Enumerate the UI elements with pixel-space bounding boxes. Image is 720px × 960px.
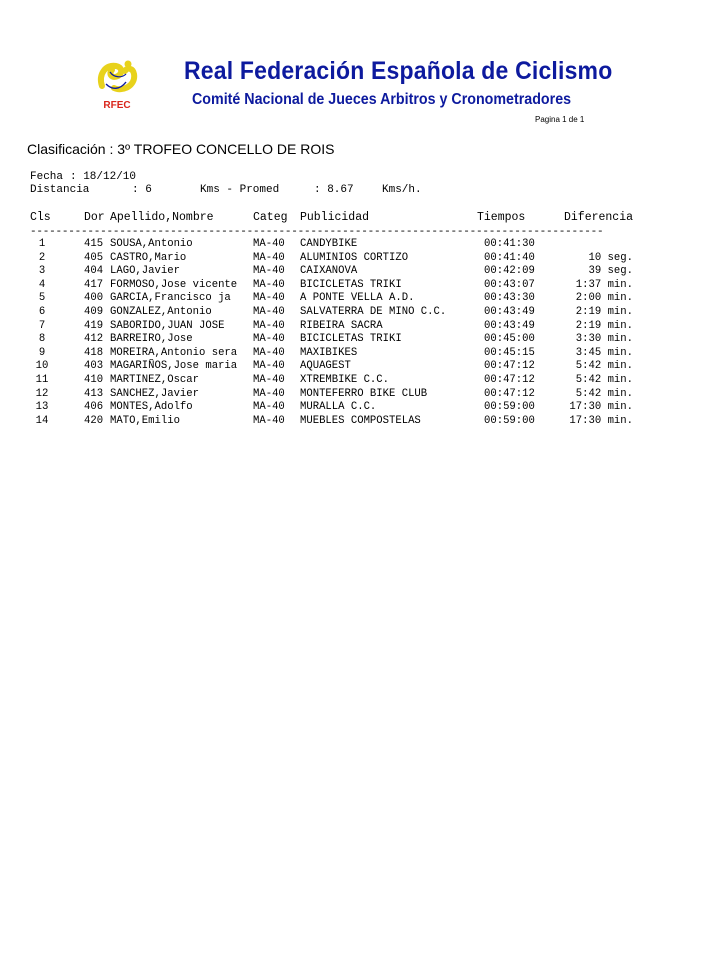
cell-diferencia: 17:30 min. <box>569 414 633 427</box>
cell-name: GONZALEZ,Antonio <box>110 305 212 318</box>
rfec-logo <box>92 56 142 112</box>
cell-diferencia: 3:45 min. <box>575 346 633 359</box>
table-row <box>0 320 720 334</box>
kms-promed-label: Kms - Promed <box>200 184 280 196</box>
cell-publicidad: CAIXANOVA <box>300 265 358 278</box>
cell-cls: 12 <box>35 387 49 400</box>
cell-dor: 413 <box>84 387 104 400</box>
cell-cls: 3 <box>38 265 46 278</box>
cell-cls: 7 <box>38 319 46 332</box>
cell-cls: 8 <box>38 333 46 346</box>
cell-tiempo: 00:41:30 <box>484 238 535 250</box>
cell-categ: MA-40 <box>253 251 285 264</box>
cell-publicidad: XTREMBIKE C.C. <box>300 373 390 386</box>
cell-dor: 400 <box>84 292 104 305</box>
col-cls: Cls <box>30 211 51 224</box>
cell-tiempo: 00:59:00 <box>484 414 535 427</box>
cell-name: MOREIRA,Antonio sera <box>110 346 238 359</box>
cell-dor: 403 <box>84 360 104 373</box>
cell-dor: 415 <box>84 238 104 250</box>
cell-categ: MA-40 <box>253 305 285 318</box>
cell-diferencia: 3:30 min. <box>575 333 633 346</box>
committee-name: Comité Nacional de Jueces Arbitros y Cronometradores <box>192 91 572 108</box>
table-row <box>0 333 720 347</box>
cell-dor: 405 <box>84 251 104 264</box>
cell-publicidad: RIBEIRA SACRA <box>300 319 383 332</box>
cell-publicidad: SALVATERRA DE MINO C.C. <box>300 305 447 318</box>
cell-cls: 5 <box>38 292 46 305</box>
cell-categ: MA-40 <box>253 401 285 414</box>
cell-publicidad: AQUAGEST <box>300 360 351 373</box>
cell-tiempo: 00:47:12 <box>484 360 535 373</box>
cell-categ: MA-40 <box>253 414 285 427</box>
header-separator: ------------------------------------------------------------------------------------------ <box>30 226 604 238</box>
org-name: Real Federación Española de Ciclismo <box>184 57 613 85</box>
fecha-label: Fecha <box>30 171 64 183</box>
cell-cls: 9 <box>38 346 46 359</box>
cell-tiempo: 00:43:30 <box>484 292 535 305</box>
cell-categ: MA-40 <box>253 360 285 373</box>
cell-categ: MA-40 <box>253 278 285 291</box>
cell-cls: 10 <box>35 360 49 373</box>
cell-name: SANCHEZ,Javier <box>110 387 200 400</box>
cell-diferencia: 2:00 min. <box>575 292 633 305</box>
cell-tiempo: 00:47:12 <box>484 373 535 386</box>
table-row <box>0 252 720 266</box>
logo-text: RFEC <box>103 100 131 111</box>
distancia-value: : 6 <box>132 184 152 196</box>
cell-cls: 6 <box>38 305 46 318</box>
cell-publicidad: MUEBLES COMPOSTELAS <box>300 414 421 427</box>
table-header <box>0 211 720 225</box>
cell-name: MAGARIÑOS,Jose maria <box>110 360 238 373</box>
cell-cls: 14 <box>35 414 49 427</box>
cell-diferencia: 39 seg. <box>588 265 633 278</box>
distancia-label: Distancia <box>30 184 90 196</box>
table-row <box>0 306 720 320</box>
cell-publicidad: A PONTE VELLA A.D. <box>300 292 415 305</box>
cell-dor: 409 <box>84 305 104 318</box>
cell-diferencia: 2:19 min. <box>575 319 633 332</box>
classification-title: Clasificación : 3º TROFEO CONCELLO DE ROIS <box>27 141 335 157</box>
table-row <box>0 265 720 279</box>
col-categ: Categ <box>253 211 288 224</box>
table-row <box>0 415 720 429</box>
cell-tiempo: 00:43:49 <box>484 305 535 318</box>
table-row <box>0 347 720 361</box>
cell-tiempo: 00:41:40 <box>484 251 535 264</box>
cell-categ: MA-40 <box>253 319 285 332</box>
cell-categ: MA-40 <box>253 292 285 305</box>
cell-dor: 419 <box>84 319 104 332</box>
col-dor: Dor <box>84 211 105 224</box>
cell-name: SOUSA,Antonio <box>110 238 193 250</box>
table-row <box>0 374 720 388</box>
col-name: Apellido,Nombre <box>110 211 214 224</box>
cell-cls: 11 <box>35 373 49 386</box>
fecha-value: : 18/12/10 <box>70 171 137 183</box>
cell-cls: 13 <box>35 401 49 414</box>
cell-dor: 412 <box>84 333 104 346</box>
cell-dor: 406 <box>84 401 104 414</box>
col-tiempos: Tiempos <box>477 211 526 224</box>
cell-diferencia: 5:42 min. <box>575 387 633 400</box>
cell-tiempo: 00:43:07 <box>484 278 535 291</box>
cell-name: LAGO,Javier <box>110 265 180 278</box>
col-publicidad: Publicidad <box>300 211 370 224</box>
cell-name: GARCIA,Francisco ja <box>110 292 231 305</box>
cell-categ: MA-40 <box>253 333 285 346</box>
cell-cls: 4 <box>38 278 46 291</box>
table-row <box>0 401 720 415</box>
results-table <box>0 238 720 428</box>
kmh-label: Kms/h. <box>382 184 422 196</box>
cell-categ: MA-40 <box>253 265 285 278</box>
cell-publicidad: MAXIBIKES <box>300 346 358 359</box>
cell-categ: MA-40 <box>253 238 285 250</box>
cell-name: BARREIRO,Jose <box>110 333 193 346</box>
cell-name: CASTRO,Mario <box>110 251 187 264</box>
cell-publicidad: BICICLETAS TRIKI <box>300 333 402 346</box>
table-row <box>0 388 720 402</box>
cell-tiempo: 00:59:00 <box>484 401 535 414</box>
table-row <box>0 238 720 252</box>
cell-categ: MA-40 <box>253 387 285 400</box>
cell-name: FORMOSO,Jose vicente <box>110 278 238 291</box>
page-number: Pagina 1 de 1 <box>535 115 585 124</box>
cell-name: SABORIDO,JUAN JOSE <box>110 319 225 332</box>
cell-diferencia: 5:42 min. <box>575 373 633 386</box>
promed-value: : 8.67 <box>314 184 354 196</box>
cell-dor: 417 <box>84 278 104 291</box>
col-diferencia: Diferencia <box>564 211 634 224</box>
cell-publicidad: MURALLA C.C. <box>300 401 377 414</box>
cell-tiempo: 00:42:09 <box>484 265 535 278</box>
cell-dor: 420 <box>84 414 104 427</box>
cell-dor: 410 <box>84 373 104 386</box>
cell-publicidad: BICICLETAS TRIKI <box>300 278 402 291</box>
cell-diferencia: 1:37 min. <box>575 278 633 291</box>
cell-name: MATO,Emilio <box>110 414 180 427</box>
cell-diferencia: 5:42 min. <box>575 360 633 373</box>
cell-dor: 404 <box>84 265 104 278</box>
cell-diferencia: 2:19 min. <box>575 305 633 318</box>
cell-categ: MA-40 <box>253 346 285 359</box>
cell-tiempo: 00:47:12 <box>484 387 535 400</box>
cell-diferencia: 10 seg. <box>588 251 633 264</box>
cell-publicidad: ALUMINIOS CORTIZO <box>300 251 409 264</box>
cell-publicidad: MONTEFERRO BIKE CLUB <box>300 387 428 400</box>
cell-cls: 2 <box>38 251 46 264</box>
cell-name: MARTINEZ,Oscar <box>110 373 200 386</box>
cell-publicidad: CANDYBIKE <box>300 238 358 250</box>
cell-dor: 418 <box>84 346 104 359</box>
cell-name: MONTES,Adolfo <box>110 401 193 414</box>
table-row <box>0 279 720 293</box>
cell-tiempo: 00:43:49 <box>484 319 535 332</box>
cell-tiempo: 00:45:15 <box>484 346 535 359</box>
table-row <box>0 292 720 306</box>
cell-diferencia: 17:30 min. <box>569 401 633 414</box>
cell-tiempo: 00:45:00 <box>484 333 535 346</box>
cell-cls: 1 <box>38 238 46 250</box>
table-row <box>0 360 720 374</box>
cell-categ: MA-40 <box>253 373 285 386</box>
